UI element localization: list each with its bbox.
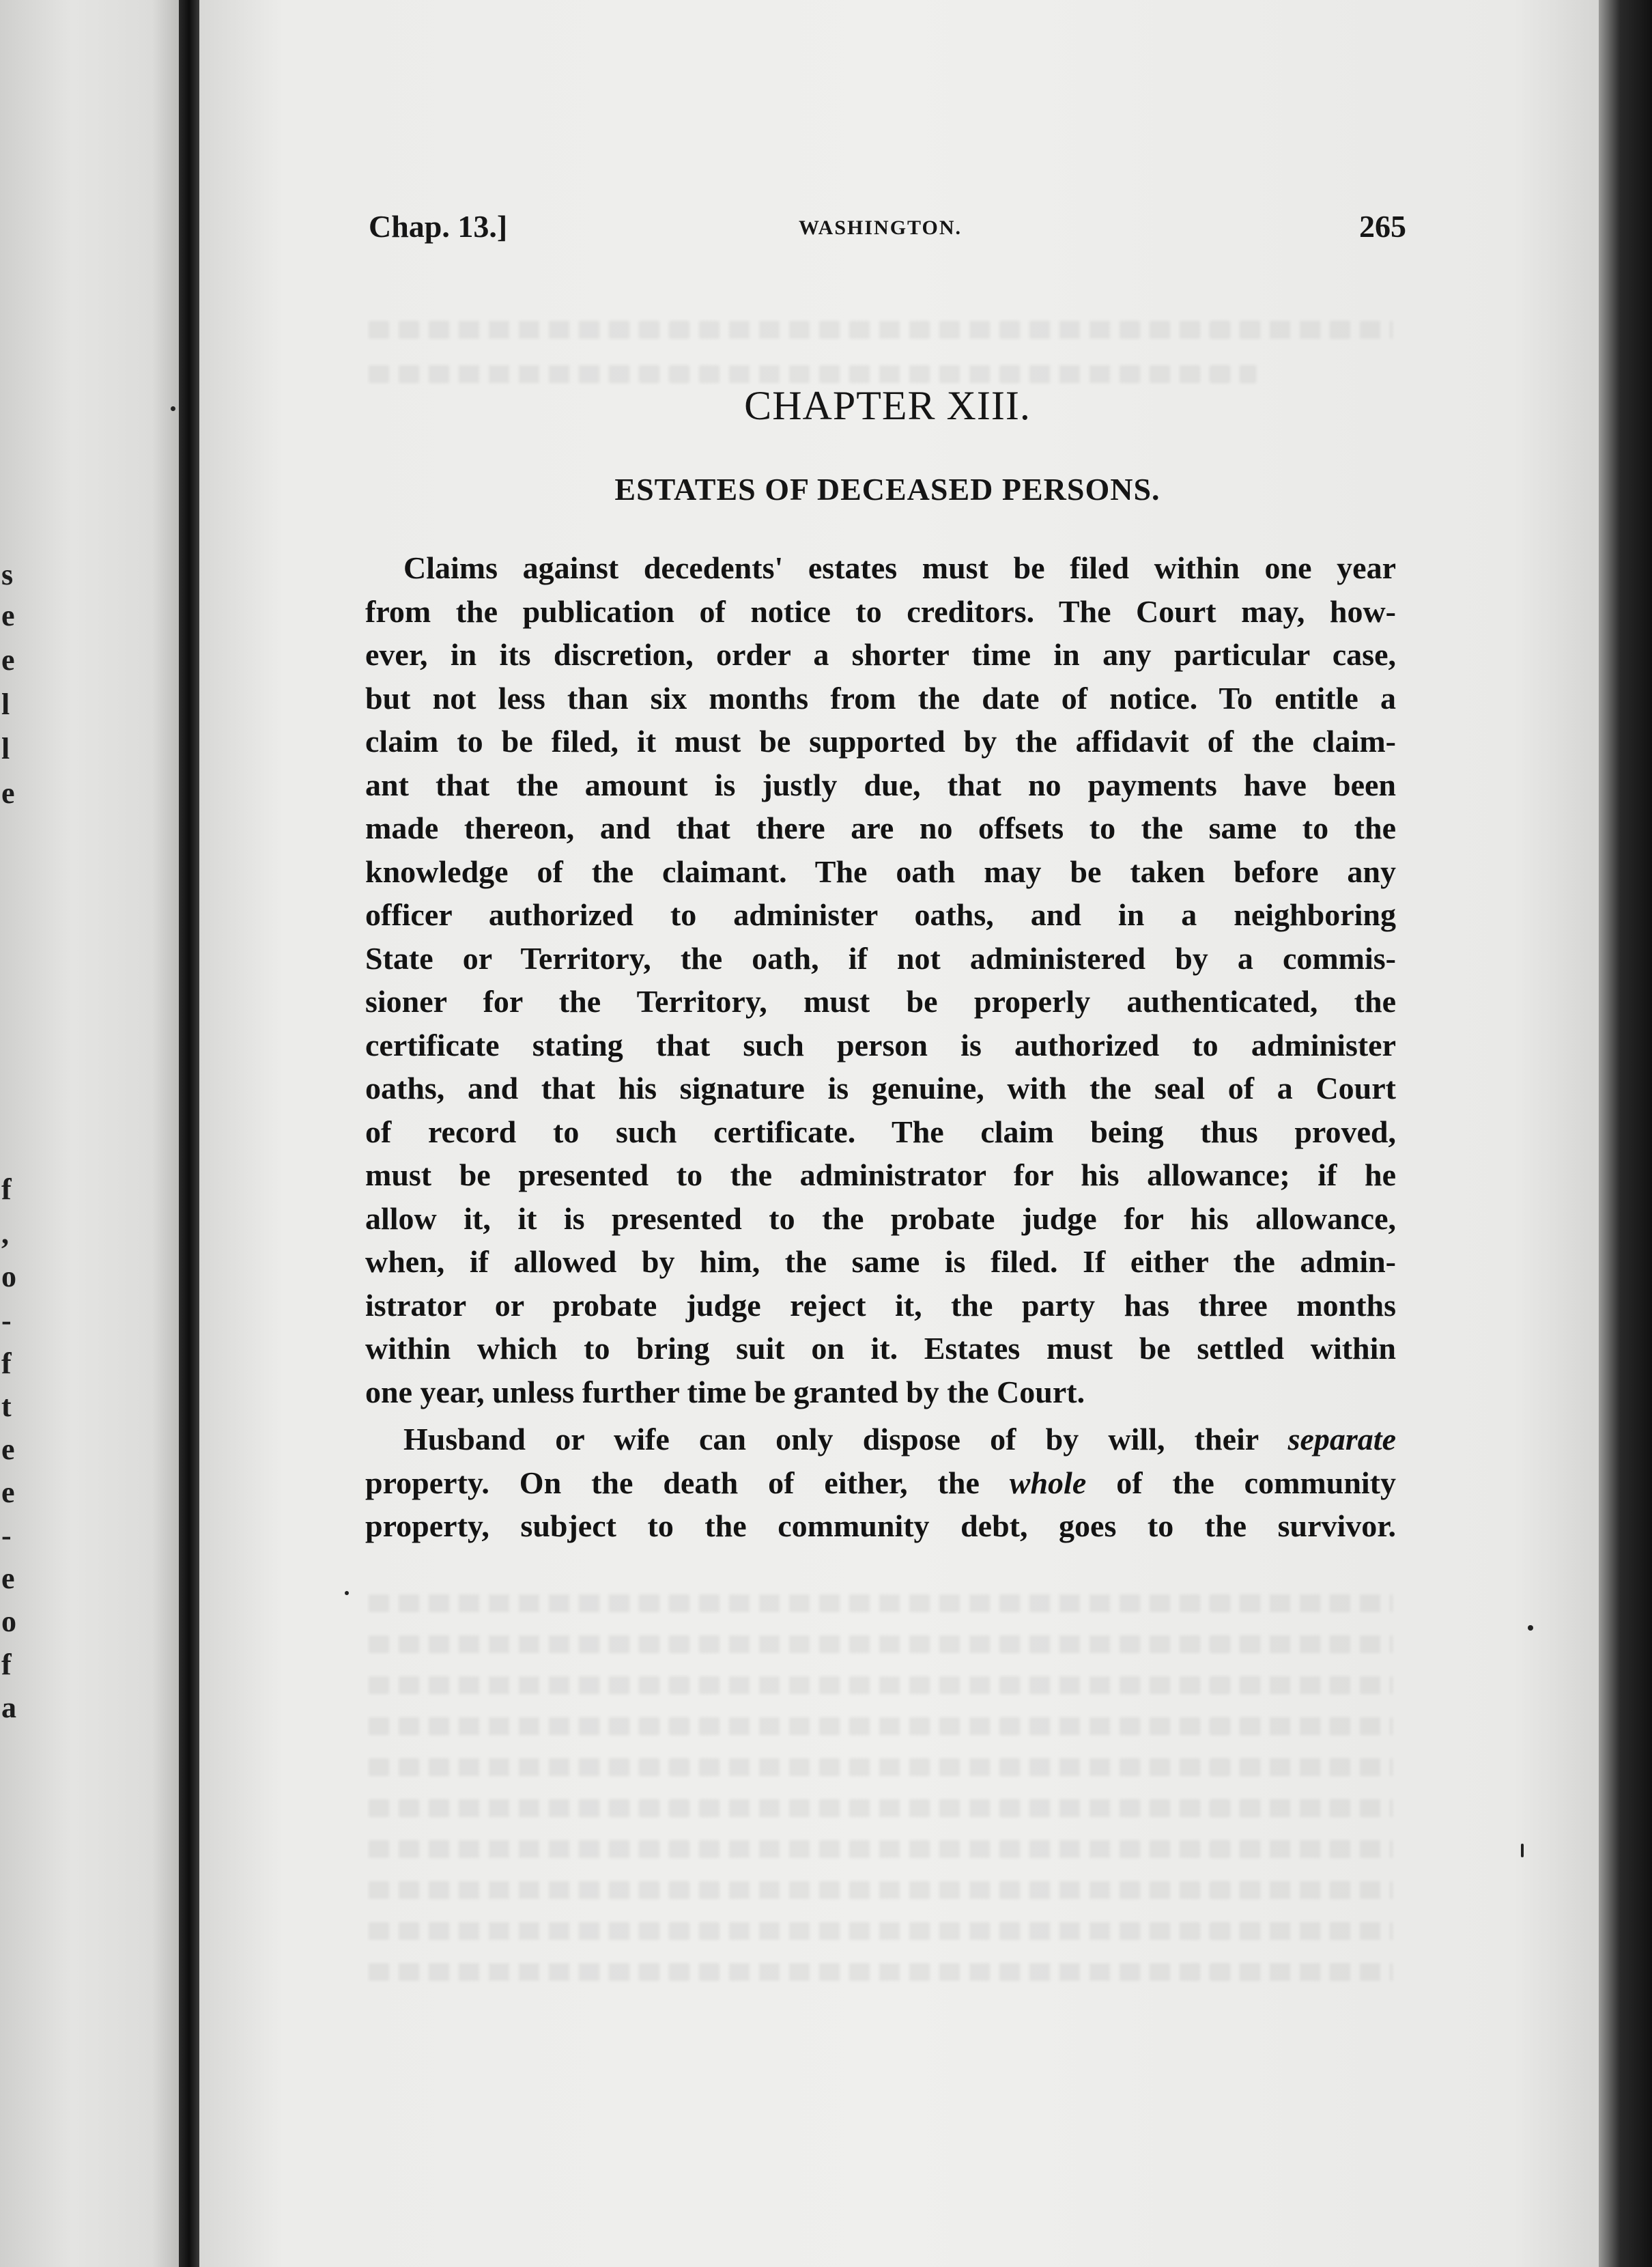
show-through-line bbox=[369, 321, 1393, 339]
text-line: sioner for the Territory, must be properly authenticated, the bbox=[365, 984, 1396, 1019]
paragraph-1 bbox=[365, 546, 1396, 1413]
margin-fragment: e bbox=[1, 1433, 15, 1466]
margin-fragment: f bbox=[1, 1347, 12, 1380]
text-line: but not less than six months from the date of notice. To entitle a bbox=[365, 680, 1396, 716]
text-line: officer authorized to administer oaths, and in a neighboring bbox=[365, 897, 1396, 932]
text-line: ever, in its discretion, order a shorter time in any particular case, bbox=[365, 637, 1396, 672]
running-header bbox=[369, 208, 1406, 256]
text-line: one year, unless further time be granted by the Court. bbox=[365, 1374, 1085, 1409]
margin-fragment: e bbox=[1, 776, 15, 810]
show-through-line bbox=[369, 1963, 1393, 1981]
text-line: State or Territory, the oath, if not administered by a commis- bbox=[365, 940, 1396, 976]
text-line: within which to bring suit on it. Estates must be settled within bbox=[365, 1331, 1396, 1366]
show-through-line bbox=[369, 1594, 1393, 1612]
margin-fragment: , bbox=[1, 1217, 9, 1250]
text-line: allow it, it is presented to the probate judge for his allowance, bbox=[365, 1200, 1396, 1236]
margin-fragment: s bbox=[1, 558, 14, 591]
text-line: ant that the amount is justly due, that no payments have been bbox=[365, 767, 1396, 802]
show-through-line bbox=[369, 1881, 1393, 1899]
chapter-reference: Chap. 13.] bbox=[369, 209, 508, 244]
text-run: property. On the death of either, the bbox=[365, 1465, 1010, 1500]
text-line: oaths, and that his signature is genuine, with the seal of a Court bbox=[365, 1071, 1396, 1106]
margin-fragment: e bbox=[1, 1476, 15, 1509]
margin-fragment: f bbox=[1, 1172, 12, 1206]
ink-speck bbox=[1528, 1625, 1533, 1631]
show-through-line bbox=[369, 1758, 1393, 1776]
section-title: ESTATES OF DECEASED PERSONS. bbox=[614, 472, 1160, 507]
text-line: from the publication of notice to creditors. The Court may, how- bbox=[365, 593, 1396, 629]
margin-fragment: l bbox=[1, 732, 10, 765]
paragraph-2 bbox=[365, 1418, 1396, 1548]
margin-fragment: - bbox=[1, 1304, 12, 1337]
text-line: istrator or probate judge reject it, the party has three months bbox=[365, 1287, 1396, 1323]
margin-fragment: e bbox=[1, 599, 15, 632]
text-line: knowledge of the claimant. The oath may be taken before any bbox=[365, 854, 1396, 889]
ink-speck bbox=[1521, 1844, 1524, 1857]
book-gutter bbox=[179, 0, 199, 2267]
margin-fragment: a bbox=[1, 1691, 16, 1724]
running-title: WASHINGTON. bbox=[799, 216, 963, 239]
show-through-line bbox=[369, 1676, 1393, 1694]
text-run: of the community bbox=[1086, 1465, 1397, 1500]
text-line: claim to be filed, it must be supported by the affidavit of the claim- bbox=[365, 724, 1396, 759]
text-line: of record to such certificate. The claim being thus proved, bbox=[365, 1114, 1396, 1149]
show-through-line bbox=[369, 1922, 1393, 1940]
italic-word: separate bbox=[1287, 1422, 1396, 1456]
show-through-line bbox=[369, 1840, 1393, 1858]
margin-fragment: e bbox=[1, 643, 15, 677]
page-right-edge bbox=[1599, 0, 1652, 2267]
margin-fragment: t bbox=[1, 1390, 12, 1423]
text-line: property, subject to the community debt, goes to the survivor. bbox=[365, 1508, 1396, 1543]
chapter-title: CHAPTER XIII. bbox=[744, 383, 1031, 428]
text-line: Claims against decedents' estates must be filed within one year bbox=[403, 550, 1396, 585]
text-line: made thereon, and that there are no offsets to the same to the bbox=[365, 811, 1396, 845]
text-line bbox=[365, 1418, 1396, 1461]
facing-page-text-fragments bbox=[0, 0, 27, 2267]
ink-speck bbox=[171, 406, 175, 411]
margin-fragment: l bbox=[1, 688, 10, 721]
show-through-line bbox=[369, 1799, 1393, 1817]
margin-fragment: o bbox=[1, 1260, 16, 1293]
text-run: Husband or wife can only dispose of by will, their bbox=[403, 1422, 1288, 1456]
ink-speck bbox=[345, 1591, 349, 1595]
page-number: 265 bbox=[1359, 209, 1406, 244]
text-line: certificate stating that such person is authorized to administer bbox=[365, 1027, 1396, 1062]
text-line: must be presented to the administrator for his allowance; if he bbox=[365, 1157, 1396, 1192]
italic-word: whole bbox=[1009, 1465, 1087, 1500]
text-line bbox=[365, 1461, 1396, 1505]
show-through-line bbox=[369, 365, 1256, 383]
margin-fragment: f bbox=[1, 1648, 12, 1681]
margin-fragment: e bbox=[1, 1562, 15, 1595]
text-line: when, if allowed by him, the same is filed. If either the admin- bbox=[365, 1244, 1396, 1279]
show-through-line bbox=[369, 1717, 1393, 1735]
body-text bbox=[365, 546, 1396, 1548]
margin-fragment: - bbox=[1, 1519, 12, 1552]
margin-fragment: o bbox=[1, 1605, 16, 1638]
show-through-line bbox=[369, 1635, 1393, 1653]
